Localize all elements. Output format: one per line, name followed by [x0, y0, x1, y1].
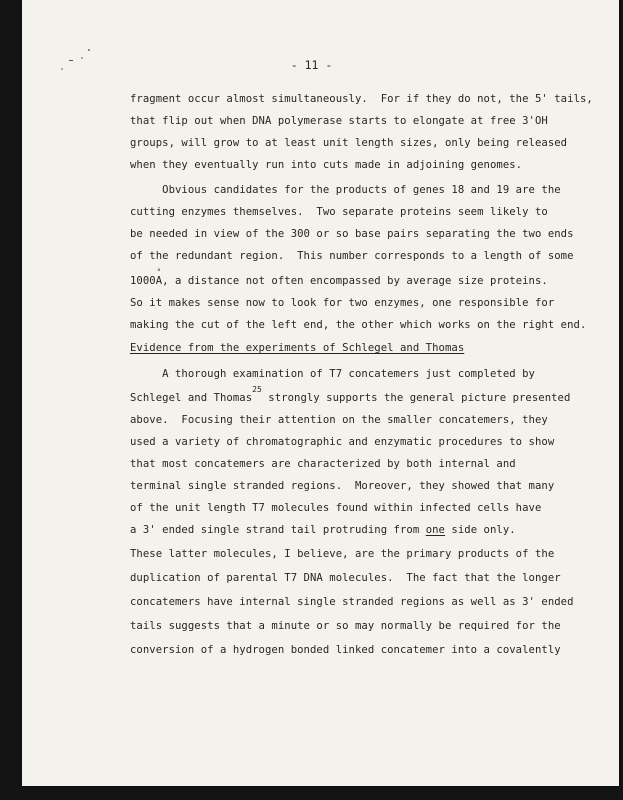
text-line-21: These latter molecules, I believe, are the primary products of the: [130, 548, 555, 560]
text-line-22: duplication of parental T7 DNA molecules. The fact that the longer: [130, 572, 561, 584]
angstrom-rest: , a distance not often encompassed by average size proteins.: [162, 275, 548, 287]
text-line-2: that flip out when DNA polymerase starts to elongate at free 3'OH: [130, 115, 548, 127]
text-line-25: conversion of a hydrogen bonded linked concatemer into a covalently: [130, 644, 561, 656]
underline-before: a 3' ended single strand tail protruding from: [130, 524, 426, 536]
text-line-24: tails suggests that a minute or so may normally be required for the: [130, 620, 561, 632]
text-line-9: [130, 268, 548, 287]
text-line-11: making the cut of the left end, the other which works on the right end.: [130, 319, 587, 331]
angstrom-letter: A: [155, 275, 163, 287]
angstrom-number: 1000: [130, 275, 156, 287]
angstrom-symbol: [155, 268, 163, 287]
text-line-10: So it makes sense now to look for two enzymes, one responsible for: [130, 297, 555, 309]
text-line-1: fragment occur almost simultaneously. For if they do not, the 5' tails,: [130, 93, 593, 105]
text-line-8: of the redundant region. This number corresponds to a length of some: [130, 250, 574, 262]
text-line-23: concatemers have internal single stranded regions as well as 3' ended: [130, 596, 574, 608]
text-line-4: when they eventually run into cuts made in adjoining genomes.: [130, 159, 523, 171]
section-heading: Evidence from the experiments of Schlegel and Thomas: [130, 342, 465, 354]
text-line-7: be needed in view of the 300 or so base pairs separating the two ends: [130, 228, 574, 240]
text-line-3: groups, will grow to at least unit length sizes, only being released: [130, 137, 568, 149]
text-line-17: that most concatemers are characterized by both internal and: [130, 458, 516, 470]
text-line-15: above. Focusing their attention on the smaller concatemers, they: [130, 414, 548, 426]
page-number: - 11 -: [290, 58, 333, 72]
text-line-6: cutting enzymes themselves. Two separate proteins seem likely to: [130, 206, 548, 218]
citation-superscript: 25: [252, 385, 262, 394]
citation-before: Schlegel and Thomas: [130, 392, 253, 404]
underlined-word: one: [425, 524, 445, 536]
citation-after: strongly supports the general picture presented: [261, 392, 571, 404]
underline-after: side only.: [444, 524, 516, 536]
text-line-5: Obvious candidates for the products of genes 18 and 19 are the: [130, 184, 561, 196]
text-line-13: A thorough examination of T7 concatemers just completed by: [130, 368, 535, 380]
angstrom-ring: °: [156, 268, 161, 276]
text-line-18: terminal single stranded regions. Moreover, they showed that many: [130, 480, 555, 492]
text-line-19: of the unit length T7 molecules found within infected cells have: [130, 502, 542, 514]
text-line-14: [130, 385, 571, 404]
text-line-16: used a variety of chromatographic and enzymatic procedures to show: [130, 436, 555, 448]
text-line-20: [130, 524, 516, 536]
